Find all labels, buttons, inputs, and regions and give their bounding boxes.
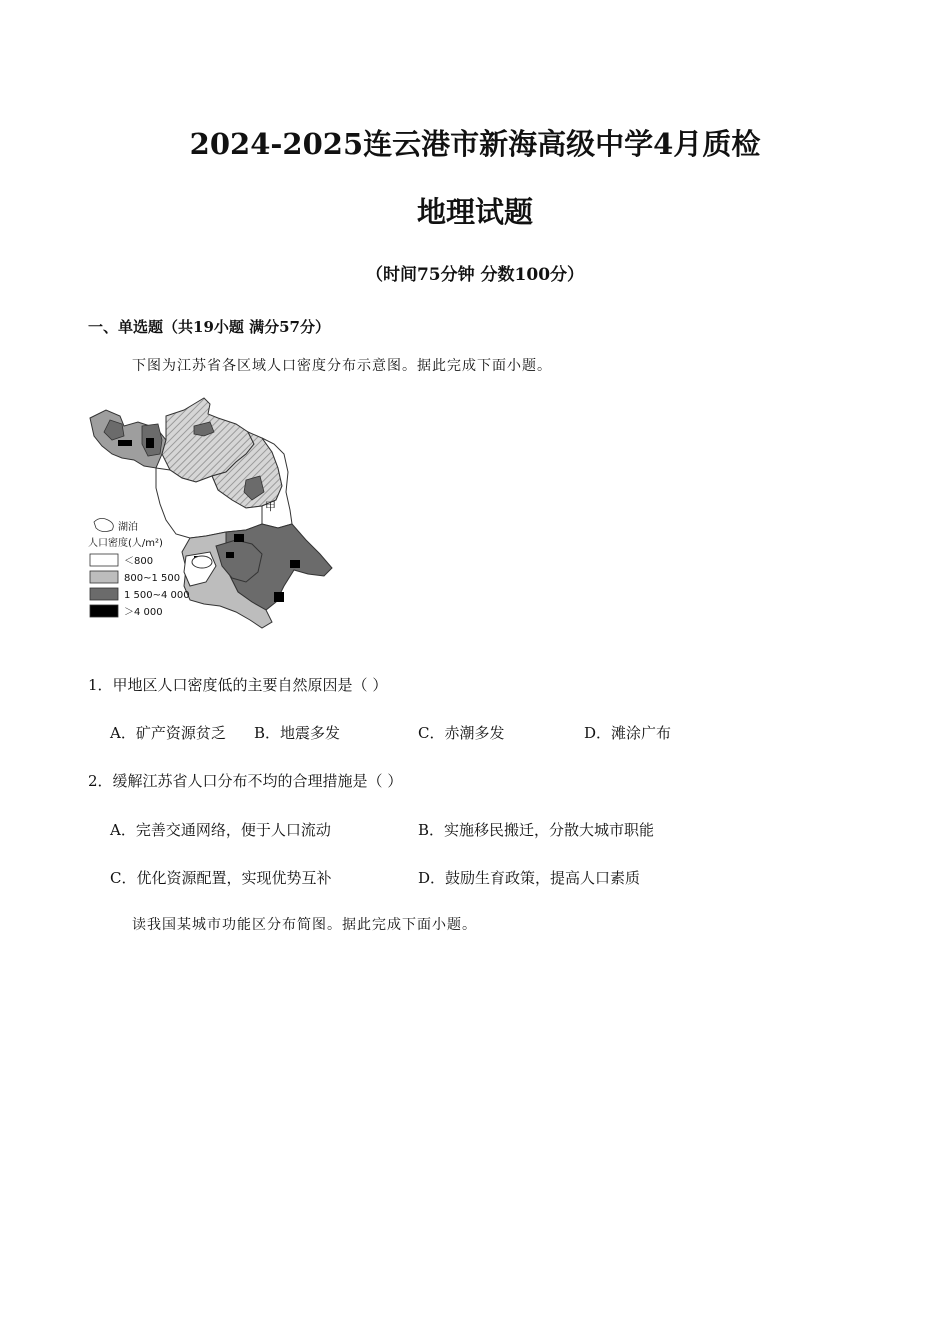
question-1-option-b: B．地震多发 (254, 724, 341, 742)
question-2-option-c: C．优化资源配置，实现优势互补 (110, 869, 332, 887)
legend-label-3: 1 500~4 000 (124, 590, 190, 601)
legend-density-title: 人口密度(人/m²) (88, 538, 163, 549)
city-map-intro-text: 读我国某城市功能区分布简图。据此完成下面小题。 (132, 917, 477, 933)
question-2-option-d: D．鼓励生育政策，提高人口素质 (418, 869, 641, 887)
map-patch-black-3 (234, 534, 244, 542)
question-2-stem: 2．缓解江苏省人口分布不均的合理措施是（ ） (88, 772, 403, 790)
question-1-option-d: D．滩涂广布 (584, 724, 672, 742)
section-heading: 一、单选题（共19小题 满分57分） (88, 318, 330, 336)
question-1-option-c: C．赤潮多发 (418, 724, 505, 742)
legend-label-2: 800~1 500 (124, 573, 181, 584)
legend-lake-label: 湖泊 (118, 522, 138, 533)
legend-label-1: ＜800 (124, 556, 154, 567)
map-patch-black-1 (118, 440, 132, 446)
subject-title: 地理试题 (416, 195, 533, 229)
map-patch-black-6 (290, 560, 300, 568)
map-label-jia: 甲 (265, 500, 276, 513)
time-score-note: （时间75分钟 分数100分） (365, 265, 585, 285)
map-patch-black-7 (274, 592, 284, 602)
population-density-map (86, 396, 336, 630)
lake-symbol (192, 556, 212, 568)
map-intro-text: 下图为江苏省各区域人口密度分布示意图。据此完成下面小题。 (132, 358, 552, 374)
question-1-option-a: A．矿产资源贫乏 (110, 724, 226, 742)
legend-swatch-1 (90, 554, 118, 566)
legend-lake-icon (94, 518, 113, 531)
legend-swatch-4 (90, 605, 118, 617)
legend-swatch-2 (90, 571, 118, 583)
map-patch-black-5 (226, 552, 234, 558)
question-2-option-a: A．完善交通网络，便于人口流动 (110, 821, 331, 839)
legend-swatch-3 (90, 588, 118, 600)
exam-title: 2024-2025连云港市新海高级中学4月质检 (189, 127, 761, 161)
map-legend (88, 518, 190, 618)
map-patch-black-2 (146, 438, 154, 448)
question-2-option-b: B．实施移民搬迁，分散大城市职能 (418, 821, 655, 839)
legend-label-4: ＞4 000 (124, 607, 163, 618)
question-1-stem: 1．甲地区人口密度低的主要自然原因是（ ） (88, 676, 388, 694)
